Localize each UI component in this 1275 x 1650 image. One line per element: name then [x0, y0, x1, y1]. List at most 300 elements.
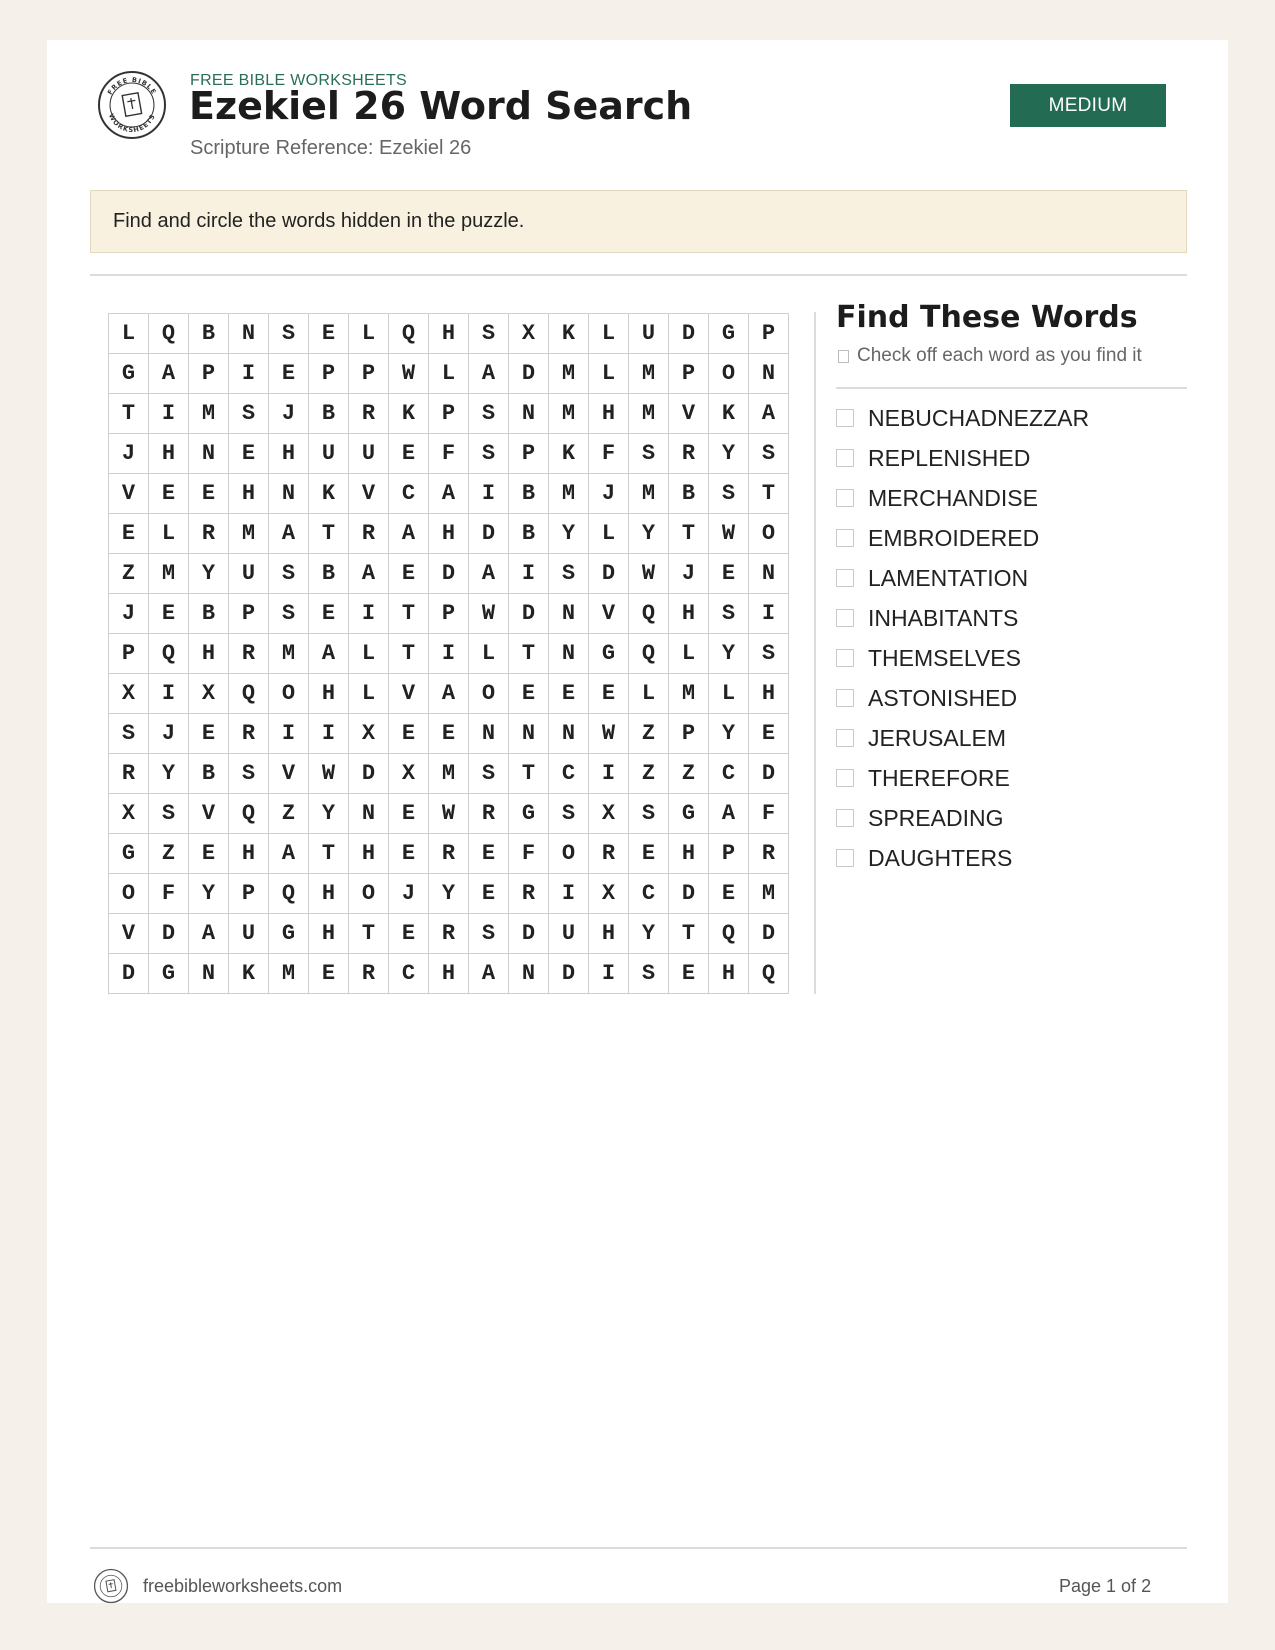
grid-cell[interactable]: S	[749, 634, 789, 674]
grid-cell[interactable]: E	[309, 594, 349, 634]
grid-cell[interactable]: S	[749, 434, 789, 474]
grid-cell[interactable]: S	[269, 314, 309, 354]
grid-cell[interactable]: G	[109, 834, 149, 874]
grid-cell[interactable]: R	[429, 834, 469, 874]
grid-cell[interactable]: U	[349, 434, 389, 474]
grid-cell[interactable]: R	[189, 514, 229, 554]
grid-cell[interactable]: E	[709, 554, 749, 594]
grid-cell[interactable]: E	[389, 434, 429, 474]
grid-cell[interactable]: D	[429, 554, 469, 594]
grid-cell[interactable]: H	[589, 394, 629, 434]
grid-cell[interactable]: R	[109, 754, 149, 794]
grid-cell[interactable]: E	[749, 714, 789, 754]
grid-cell[interactable]: L	[589, 514, 629, 554]
grid-cell[interactable]: H	[589, 914, 629, 954]
grid-cell[interactable]: R	[349, 514, 389, 554]
grid-cell[interactable]: D	[669, 314, 709, 354]
grid-cell[interactable]: R	[469, 794, 509, 834]
grid-cell[interactable]: Q	[749, 954, 789, 994]
grid-cell[interactable]: L	[589, 354, 629, 394]
grid-cell[interactable]: D	[589, 554, 629, 594]
grid-cell[interactable]: W	[429, 794, 469, 834]
grid-cell[interactable]: Z	[629, 754, 669, 794]
grid-cell[interactable]: X	[389, 754, 429, 794]
grid-cell[interactable]: E	[189, 714, 229, 754]
grid-cell[interactable]: I	[229, 354, 269, 394]
grid-cell[interactable]: A	[709, 794, 749, 834]
grid-cell[interactable]: X	[589, 794, 629, 834]
grid-cell[interactable]: S	[269, 554, 309, 594]
grid-cell[interactable]: H	[229, 834, 269, 874]
grid-cell[interactable]: M	[269, 954, 309, 994]
grid-cell[interactable]: V	[189, 794, 229, 834]
grid-cell[interactable]: E	[389, 834, 429, 874]
grid-cell[interactable]: K	[549, 314, 589, 354]
grid-cell[interactable]: G	[109, 354, 149, 394]
grid-cell[interactable]: T	[509, 754, 549, 794]
grid-cell[interactable]: T	[109, 394, 149, 434]
grid-cell[interactable]: Q	[229, 794, 269, 834]
grid-cell[interactable]: S	[469, 754, 509, 794]
word-checkbox[interactable]	[836, 489, 854, 507]
grid-cell[interactable]: G	[709, 314, 749, 354]
grid-cell[interactable]: G	[509, 794, 549, 834]
grid-cell[interactable]: O	[269, 674, 309, 714]
grid-cell[interactable]: I	[429, 634, 469, 674]
grid-cell[interactable]: N	[189, 954, 229, 994]
grid-cell[interactable]: E	[389, 794, 429, 834]
grid-cell[interactable]: T	[669, 914, 709, 954]
grid-cell[interactable]: Z	[269, 794, 309, 834]
grid-cell[interactable]: A	[189, 914, 229, 954]
grid-cell[interactable]: X	[109, 794, 149, 834]
grid-cell[interactable]: V	[269, 754, 309, 794]
grid-cell[interactable]: S	[269, 594, 309, 634]
grid-cell[interactable]: U	[229, 914, 269, 954]
grid-cell[interactable]: L	[109, 314, 149, 354]
grid-cell[interactable]: I	[749, 594, 789, 634]
grid-cell[interactable]: N	[749, 554, 789, 594]
grid-cell[interactable]: X	[109, 674, 149, 714]
grid-cell[interactable]: H	[309, 674, 349, 714]
grid-cell[interactable]: R	[749, 834, 789, 874]
grid-cell[interactable]: Q	[229, 674, 269, 714]
word-checkbox[interactable]	[836, 609, 854, 627]
grid-cell[interactable]: H	[309, 874, 349, 914]
grid-cell[interactable]: O	[709, 354, 749, 394]
grid-cell[interactable]: R	[509, 874, 549, 914]
grid-cell[interactable]: L	[469, 634, 509, 674]
grid-cell[interactable]: Y	[629, 514, 669, 554]
grid-cell[interactable]: H	[309, 914, 349, 954]
grid-cell[interactable]: O	[749, 514, 789, 554]
grid-cell[interactable]: P	[669, 714, 709, 754]
grid-cell[interactable]: J	[149, 714, 189, 754]
grid-cell[interactable]: Y	[189, 874, 229, 914]
grid-cell[interactable]: T	[669, 514, 709, 554]
grid-cell[interactable]: A	[149, 354, 189, 394]
grid-cell[interactable]: Y	[309, 794, 349, 834]
grid-cell[interactable]: D	[109, 954, 149, 994]
grid-cell[interactable]: S	[469, 314, 509, 354]
grid-cell[interactable]: E	[309, 954, 349, 994]
grid-cell[interactable]: H	[429, 514, 469, 554]
grid-cell[interactable]: S	[709, 474, 749, 514]
word-checkbox[interactable]	[836, 809, 854, 827]
grid-cell[interactable]: L	[349, 634, 389, 674]
grid-cell[interactable]: M	[269, 634, 309, 674]
grid-cell[interactable]: S	[229, 394, 269, 434]
grid-cell[interactable]: J	[669, 554, 709, 594]
grid-cell[interactable]: X	[509, 314, 549, 354]
grid-cell[interactable]: L	[149, 514, 189, 554]
grid-cell[interactable]: E	[149, 474, 189, 514]
grid-cell[interactable]: F	[149, 874, 189, 914]
grid-cell[interactable]: V	[109, 474, 149, 514]
grid-cell[interactable]: P	[349, 354, 389, 394]
grid-cell[interactable]: O	[109, 874, 149, 914]
grid-cell[interactable]: C	[389, 954, 429, 994]
grid-cell[interactable]: A	[749, 394, 789, 434]
grid-cell[interactable]: W	[589, 714, 629, 754]
grid-cell[interactable]: Q	[149, 314, 189, 354]
grid-cell[interactable]: E	[269, 354, 309, 394]
grid-cell[interactable]: J	[109, 594, 149, 634]
grid-cell[interactable]: N	[509, 714, 549, 754]
word-checkbox[interactable]	[836, 569, 854, 587]
grid-cell[interactable]: I	[149, 674, 189, 714]
grid-cell[interactable]: B	[189, 754, 229, 794]
grid-cell[interactable]: L	[629, 674, 669, 714]
grid-cell[interactable]: H	[669, 834, 709, 874]
grid-cell[interactable]: V	[349, 474, 389, 514]
grid-cell[interactable]: W	[709, 514, 749, 554]
grid-cell[interactable]: E	[509, 674, 549, 714]
grid-cell[interactable]: R	[429, 914, 469, 954]
grid-cell[interactable]: X	[349, 714, 389, 754]
grid-cell[interactable]: C	[629, 874, 669, 914]
grid-cell[interactable]: S	[469, 394, 509, 434]
grid-cell[interactable]: I	[589, 954, 629, 994]
grid-cell[interactable]: S	[469, 434, 509, 474]
word-checkbox[interactable]	[836, 769, 854, 787]
grid-cell[interactable]: B	[309, 394, 349, 434]
word-checkbox[interactable]	[836, 849, 854, 867]
grid-cell[interactable]: K	[389, 394, 429, 434]
grid-cell[interactable]: B	[509, 474, 549, 514]
grid-cell[interactable]: S	[149, 794, 189, 834]
grid-cell[interactable]: N	[549, 714, 589, 754]
grid-cell[interactable]: D	[509, 354, 549, 394]
grid-cell[interactable]: E	[389, 554, 429, 594]
grid-cell[interactable]: H	[189, 634, 229, 674]
grid-cell[interactable]: P	[669, 354, 709, 394]
grid-cell[interactable]: B	[189, 314, 229, 354]
grid-cell[interactable]: A	[309, 634, 349, 674]
grid-cell[interactable]: Y	[549, 514, 589, 554]
grid-cell[interactable]: C	[709, 754, 749, 794]
word-checkbox[interactable]	[836, 409, 854, 427]
word-checkbox[interactable]	[836, 689, 854, 707]
grid-cell[interactable]: U	[309, 434, 349, 474]
grid-cell[interactable]: Q	[269, 874, 309, 914]
grid-cell[interactable]: K	[549, 434, 589, 474]
grid-cell[interactable]: E	[549, 674, 589, 714]
grid-cell[interactable]: S	[709, 594, 749, 634]
grid-cell[interactable]: S	[629, 954, 669, 994]
grid-cell[interactable]: P	[109, 634, 149, 674]
grid-cell[interactable]: N	[349, 794, 389, 834]
grid-cell[interactable]: S	[549, 794, 589, 834]
grid-cell[interactable]: I	[509, 554, 549, 594]
grid-cell[interactable]: A	[429, 674, 469, 714]
grid-cell[interactable]: H	[709, 954, 749, 994]
grid-cell[interactable]: I	[309, 714, 349, 754]
grid-cell[interactable]: E	[669, 954, 709, 994]
word-checkbox[interactable]	[836, 529, 854, 547]
grid-cell[interactable]: P	[749, 314, 789, 354]
grid-cell[interactable]: P	[309, 354, 349, 394]
grid-cell[interactable]: T	[749, 474, 789, 514]
grid-cell[interactable]: N	[749, 354, 789, 394]
grid-cell[interactable]: X	[589, 874, 629, 914]
grid-cell[interactable]: F	[589, 434, 629, 474]
grid-cell[interactable]: N	[189, 434, 229, 474]
grid-cell[interactable]: P	[709, 834, 749, 874]
grid-cell[interactable]: Z	[669, 754, 709, 794]
grid-cell[interactable]: Y	[149, 754, 189, 794]
grid-cell[interactable]: T	[509, 634, 549, 674]
grid-cell[interactable]: M	[549, 354, 589, 394]
grid-cell[interactable]: T	[349, 914, 389, 954]
grid-cell[interactable]: R	[589, 834, 629, 874]
grid-cell[interactable]: S	[229, 754, 269, 794]
grid-cell[interactable]: S	[109, 714, 149, 754]
grid-cell[interactable]: E	[709, 874, 749, 914]
grid-cell[interactable]: B	[669, 474, 709, 514]
grid-cell[interactable]: D	[149, 914, 189, 954]
grid-cell[interactable]: J	[269, 394, 309, 434]
grid-cell[interactable]: R	[349, 954, 389, 994]
grid-cell[interactable]: E	[389, 714, 429, 754]
grid-cell[interactable]: Y	[429, 874, 469, 914]
grid-cell[interactable]: L	[709, 674, 749, 714]
grid-cell[interactable]: T	[389, 594, 429, 634]
grid-cell[interactable]: I	[349, 594, 389, 634]
grid-cell[interactable]: H	[229, 474, 269, 514]
grid-cell[interactable]: S	[549, 554, 589, 594]
grid-cell[interactable]: S	[629, 794, 669, 834]
grid-cell[interactable]: W	[629, 554, 669, 594]
grid-cell[interactable]: E	[469, 874, 509, 914]
grid-cell[interactable]: M	[749, 874, 789, 914]
grid-cell[interactable]: E	[469, 834, 509, 874]
word-checkbox[interactable]	[836, 729, 854, 747]
grid-cell[interactable]: E	[309, 314, 349, 354]
grid-cell[interactable]: N	[509, 394, 549, 434]
grid-cell[interactable]: N	[469, 714, 509, 754]
grid-cell[interactable]: V	[389, 674, 429, 714]
grid-cell[interactable]: F	[429, 434, 469, 474]
grid-cell[interactable]: K	[229, 954, 269, 994]
grid-cell[interactable]: F	[749, 794, 789, 834]
grid-cell[interactable]: V	[109, 914, 149, 954]
grid-cell[interactable]: L	[349, 314, 389, 354]
grid-cell[interactable]: H	[269, 434, 309, 474]
grid-cell[interactable]: R	[669, 434, 709, 474]
grid-cell[interactable]: D	[549, 954, 589, 994]
grid-cell[interactable]: N	[549, 634, 589, 674]
grid-cell[interactable]: E	[429, 714, 469, 754]
grid-cell[interactable]: A	[269, 834, 309, 874]
grid-cell[interactable]: O	[349, 874, 389, 914]
grid-cell[interactable]: B	[309, 554, 349, 594]
grid-cell[interactable]: A	[469, 354, 509, 394]
grid-cell[interactable]: Y	[189, 554, 229, 594]
grid-cell[interactable]: K	[709, 394, 749, 434]
grid-cell[interactable]: V	[589, 594, 629, 634]
grid-cell[interactable]: L	[669, 634, 709, 674]
grid-cell[interactable]: G	[269, 914, 309, 954]
grid-cell[interactable]: N	[269, 474, 309, 514]
grid-cell[interactable]: Y	[709, 434, 749, 474]
grid-cell[interactable]: G	[669, 794, 709, 834]
grid-cell[interactable]: D	[749, 754, 789, 794]
grid-cell[interactable]: I	[269, 714, 309, 754]
grid-cell[interactable]: V	[669, 394, 709, 434]
grid-cell[interactable]: P	[429, 594, 469, 634]
word-checkbox[interactable]	[836, 449, 854, 467]
grid-cell[interactable]: M	[149, 554, 189, 594]
grid-cell[interactable]: P	[229, 594, 269, 634]
grid-cell[interactable]: X	[189, 674, 229, 714]
grid-cell[interactable]: K	[309, 474, 349, 514]
grid-cell[interactable]: S	[469, 914, 509, 954]
grid-cell[interactable]: L	[589, 314, 629, 354]
grid-cell[interactable]: D	[669, 874, 709, 914]
grid-cell[interactable]: N	[229, 314, 269, 354]
grid-cell[interactable]: M	[229, 514, 269, 554]
grid-cell[interactable]: Q	[149, 634, 189, 674]
grid-cell[interactable]: Z	[109, 554, 149, 594]
grid-cell[interactable]: O	[469, 674, 509, 714]
grid-cell[interactable]: E	[149, 594, 189, 634]
grid-cell[interactable]: I	[149, 394, 189, 434]
grid-cell[interactable]: A	[389, 514, 429, 554]
grid-cell[interactable]: L	[349, 674, 389, 714]
grid-cell[interactable]: U	[629, 314, 669, 354]
grid-cell[interactable]: J	[389, 874, 429, 914]
grid-cell[interactable]: P	[229, 874, 269, 914]
grid-cell[interactable]: I	[549, 874, 589, 914]
grid-cell[interactable]: Y	[709, 634, 749, 674]
grid-cell[interactable]: C	[549, 754, 589, 794]
grid-cell[interactable]: W	[389, 354, 429, 394]
grid-cell[interactable]: L	[429, 354, 469, 394]
grid-cell[interactable]: F	[509, 834, 549, 874]
grid-cell[interactable]: N	[509, 954, 549, 994]
grid-cell[interactable]: E	[189, 474, 229, 514]
grid-cell[interactable]: H	[429, 954, 469, 994]
grid-cell[interactable]: O	[549, 834, 589, 874]
grid-cell[interactable]: Q	[629, 594, 669, 634]
grid-cell[interactable]: H	[749, 674, 789, 714]
grid-cell[interactable]: T	[309, 834, 349, 874]
grid-cell[interactable]: H	[669, 594, 709, 634]
grid-cell[interactable]: G	[589, 634, 629, 674]
grid-cell[interactable]: Q	[709, 914, 749, 954]
grid-cell[interactable]: M	[429, 754, 469, 794]
grid-cell[interactable]: E	[589, 674, 629, 714]
grid-cell[interactable]: N	[549, 594, 589, 634]
grid-cell[interactable]: B	[509, 514, 549, 554]
grid-cell[interactable]: P	[189, 354, 229, 394]
grid-cell[interactable]: H	[429, 314, 469, 354]
grid-cell[interactable]: B	[189, 594, 229, 634]
grid-cell[interactable]: D	[509, 594, 549, 634]
grid-cell[interactable]: D	[749, 914, 789, 954]
grid-cell[interactable]: Y	[709, 714, 749, 754]
grid-cell[interactable]: I	[589, 754, 629, 794]
grid-cell[interactable]: U	[549, 914, 589, 954]
grid-cell[interactable]: M	[549, 394, 589, 434]
grid-cell[interactable]: M	[629, 394, 669, 434]
grid-cell[interactable]: I	[469, 474, 509, 514]
grid-cell[interactable]: M	[549, 474, 589, 514]
grid-cell[interactable]: M	[669, 674, 709, 714]
grid-cell[interactable]: M	[189, 394, 229, 434]
grid-cell[interactable]: J	[589, 474, 629, 514]
grid-cell[interactable]: A	[349, 554, 389, 594]
grid-cell[interactable]: Q	[389, 314, 429, 354]
grid-cell[interactable]: T	[389, 634, 429, 674]
grid-cell[interactable]: Z	[149, 834, 189, 874]
grid-cell[interactable]: Z	[629, 714, 669, 754]
grid-cell[interactable]: S	[629, 434, 669, 474]
grid-cell[interactable]: D	[509, 914, 549, 954]
grid-cell[interactable]: M	[629, 474, 669, 514]
grid-cell[interactable]: P	[429, 394, 469, 434]
grid-cell[interactable]: Y	[629, 914, 669, 954]
grid-cell[interactable]: A	[469, 554, 509, 594]
grid-cell[interactable]: H	[149, 434, 189, 474]
grid-cell[interactable]: P	[509, 434, 549, 474]
grid-cell[interactable]: M	[629, 354, 669, 394]
grid-cell[interactable]: R	[349, 394, 389, 434]
grid-cell[interactable]: R	[229, 634, 269, 674]
grid-cell[interactable]: U	[229, 554, 269, 594]
grid-cell[interactable]: G	[149, 954, 189, 994]
grid-cell[interactable]: W	[469, 594, 509, 634]
grid-cell[interactable]: A	[469, 954, 509, 994]
grid-cell[interactable]: T	[309, 514, 349, 554]
grid-cell[interactable]: A	[269, 514, 309, 554]
grid-cell[interactable]: R	[229, 714, 269, 754]
grid-cell[interactable]: Q	[629, 634, 669, 674]
grid-cell[interactable]: D	[349, 754, 389, 794]
grid-cell[interactable]: D	[469, 514, 509, 554]
grid-cell[interactable]: E	[629, 834, 669, 874]
grid-cell[interactable]: C	[389, 474, 429, 514]
grid-cell[interactable]: E	[229, 434, 269, 474]
grid-cell[interactable]: E	[189, 834, 229, 874]
grid-cell[interactable]: E	[389, 914, 429, 954]
word-checkbox[interactable]	[836, 649, 854, 667]
grid-cell[interactable]: J	[109, 434, 149, 474]
grid-cell[interactable]: E	[109, 514, 149, 554]
grid-cell[interactable]: A	[429, 474, 469, 514]
grid-cell[interactable]: W	[309, 754, 349, 794]
